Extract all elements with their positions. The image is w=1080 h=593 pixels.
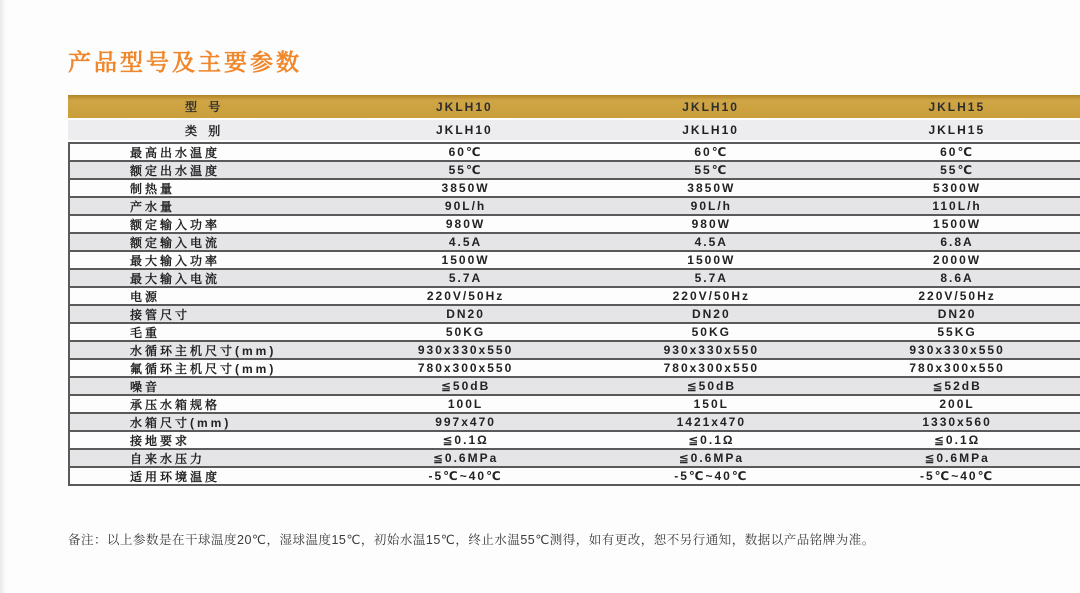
table-header-row bbox=[68, 95, 1080, 118]
table-row bbox=[70, 268, 1080, 286]
row-label: 接地要求 bbox=[130, 433, 191, 448]
row-value-3: ≦0.1Ω bbox=[933, 433, 981, 447]
row-value-1: 100L bbox=[447, 397, 484, 411]
row-label: 电源 bbox=[130, 289, 161, 304]
table-row bbox=[70, 304, 1080, 322]
row-label: 氟循环主机尺寸(mm) bbox=[130, 361, 277, 376]
table-row bbox=[70, 340, 1080, 358]
row-value-1: 5.7A bbox=[448, 271, 483, 285]
row-value-2: DN20 bbox=[691, 307, 731, 321]
header-label-model: 型 号 bbox=[184, 100, 225, 114]
row-value-3: 55℃ bbox=[940, 163, 974, 177]
row-value-1: 220V/50Hz bbox=[426, 289, 505, 303]
row-value-1: 3850W bbox=[441, 181, 490, 195]
page-title: 产品型号及主要参数 bbox=[68, 49, 302, 75]
row-label: 制热量 bbox=[130, 181, 176, 196]
row-value-3: 60℃ bbox=[940, 145, 974, 159]
table-subheader-row bbox=[68, 120, 1080, 140]
table-row bbox=[70, 214, 1080, 232]
row-value-1: 90L/h bbox=[444, 199, 487, 213]
row-value-2: 50KG bbox=[691, 325, 731, 339]
table-row bbox=[70, 358, 1080, 376]
row-value-3: 55KG bbox=[937, 325, 977, 339]
subheader-label-category: 类 别 bbox=[184, 123, 225, 138]
row-value-1: 4.5A bbox=[448, 235, 483, 249]
row-value-2: 55℃ bbox=[694, 163, 729, 177]
row-value-1: ≦0.6MPa bbox=[432, 451, 499, 465]
row-value-3: 8.6A bbox=[940, 271, 974, 285]
row-value-3: -5℃~40℃ bbox=[920, 469, 995, 483]
row-value-2: ≦0.6MPa bbox=[678, 451, 745, 465]
row-value-3: 5300W bbox=[933, 181, 982, 195]
row-value-2: -5℃~40℃ bbox=[674, 469, 749, 483]
row-value-3: 1500W bbox=[933, 217, 982, 231]
table-row bbox=[70, 142, 1080, 160]
row-label: 水循环主机尺寸(mm) bbox=[130, 343, 277, 358]
table-row bbox=[70, 466, 1080, 484]
row-value-1: 930x330x550 bbox=[417, 343, 514, 357]
table-row bbox=[70, 178, 1080, 196]
header-model-1: JKLH10 bbox=[436, 99, 493, 114]
row-value-1: 1500W bbox=[441, 253, 490, 267]
subheader-model-3: JKLH15 bbox=[928, 123, 986, 137]
row-value-2: 150L bbox=[693, 397, 729, 411]
table-row bbox=[70, 196, 1080, 214]
row-value-1: DN20 bbox=[446, 307, 485, 321]
header-model-3: JKLH15 bbox=[928, 99, 986, 114]
row-value-2: 220V/50Hz bbox=[672, 289, 750, 303]
row-value-1: 780x300x550 bbox=[417, 361, 514, 375]
row-value-1: 55℃ bbox=[448, 163, 483, 177]
row-label: 最大输入电流 bbox=[130, 271, 221, 286]
row-value-1: 997x470 bbox=[435, 415, 496, 429]
table-row bbox=[70, 286, 1080, 304]
row-label: 额定输入功率 bbox=[130, 217, 221, 232]
table-row bbox=[70, 160, 1080, 178]
spec-table bbox=[68, 95, 1080, 486]
table-row bbox=[70, 376, 1080, 394]
row-label: 自来水压力 bbox=[130, 451, 206, 466]
row-value-2: ≦50dB bbox=[686, 379, 737, 393]
footnote: 备注：以上参数是在干球温度20℃，湿球温度15℃，初始水温15℃，终止水温55℃测得，如有更改，恕不另行通知，数据以产品铭牌为准。 bbox=[68, 533, 875, 547]
row-value-3: DN20 bbox=[937, 307, 977, 321]
row-value-2: 930x330x550 bbox=[663, 343, 760, 357]
row-value-2: 5.7A bbox=[694, 271, 728, 285]
row-label: 承压水箱规格 bbox=[130, 397, 221, 412]
table-row bbox=[70, 430, 1080, 448]
row-label: 水箱尺寸(mm) bbox=[130, 415, 232, 430]
row-value-1: ≦50dB bbox=[440, 379, 491, 393]
table-row bbox=[70, 412, 1080, 430]
subheader-model-1: JKLH10 bbox=[436, 123, 493, 137]
row-value-1: 50KG bbox=[445, 325, 486, 339]
row-value-3: 780x300x550 bbox=[909, 361, 1005, 375]
row-value-3: 2000W bbox=[933, 253, 982, 267]
row-value-2: 90L/h bbox=[690, 199, 732, 213]
row-value-1: ≦0.1Ω bbox=[442, 433, 489, 447]
row-label: 最高出水温度 bbox=[130, 145, 221, 160]
table-row bbox=[70, 394, 1080, 412]
row-label: 适用环境温度 bbox=[130, 469, 221, 484]
row-label: 产水量 bbox=[130, 199, 176, 214]
row-value-2: ≦0.1Ω bbox=[688, 433, 735, 447]
table-row bbox=[70, 232, 1080, 250]
row-label: 额定输入电流 bbox=[130, 235, 221, 250]
row-value-2: 3850W bbox=[687, 181, 736, 195]
row-value-1: 60℃ bbox=[448, 145, 483, 159]
row-value-3: ≦0.6MPa bbox=[924, 451, 990, 465]
table-row bbox=[70, 250, 1080, 268]
spec-table-body bbox=[68, 142, 1080, 486]
row-value-3: 200L bbox=[939, 397, 975, 411]
row-value-2: 980W bbox=[691, 217, 731, 231]
row-label: 接管尺寸 bbox=[130, 307, 191, 322]
subheader-model-2: JKLH10 bbox=[682, 123, 739, 137]
row-value-1: -5℃~40℃ bbox=[428, 469, 503, 483]
row-label: 最大输入功率 bbox=[130, 253, 221, 268]
table-row bbox=[70, 322, 1080, 340]
row-value-2: 780x300x550 bbox=[663, 361, 760, 375]
row-value-2: 1421x470 bbox=[676, 415, 746, 429]
header-model-2: JKLH10 bbox=[682, 99, 739, 114]
row-value-3: 110L/h bbox=[932, 199, 982, 213]
row-value-2: 1500W bbox=[687, 253, 736, 267]
table-row bbox=[70, 448, 1080, 466]
row-value-3: 6.8A bbox=[940, 235, 974, 249]
row-value-2: 60℃ bbox=[694, 145, 729, 159]
row-value-3: 1330x560 bbox=[922, 415, 992, 429]
row-value-1: 980W bbox=[445, 217, 486, 231]
row-value-2: 4.5A bbox=[694, 235, 728, 249]
row-value-3: 220V/50Hz bbox=[918, 289, 996, 303]
row-label: 毛重 bbox=[130, 325, 161, 340]
row-value-3: 930x330x550 bbox=[909, 343, 1005, 357]
row-value-3: ≦52dB bbox=[932, 379, 982, 393]
row-label: 额定出水温度 bbox=[130, 163, 221, 178]
row-label: 噪音 bbox=[130, 379, 161, 394]
